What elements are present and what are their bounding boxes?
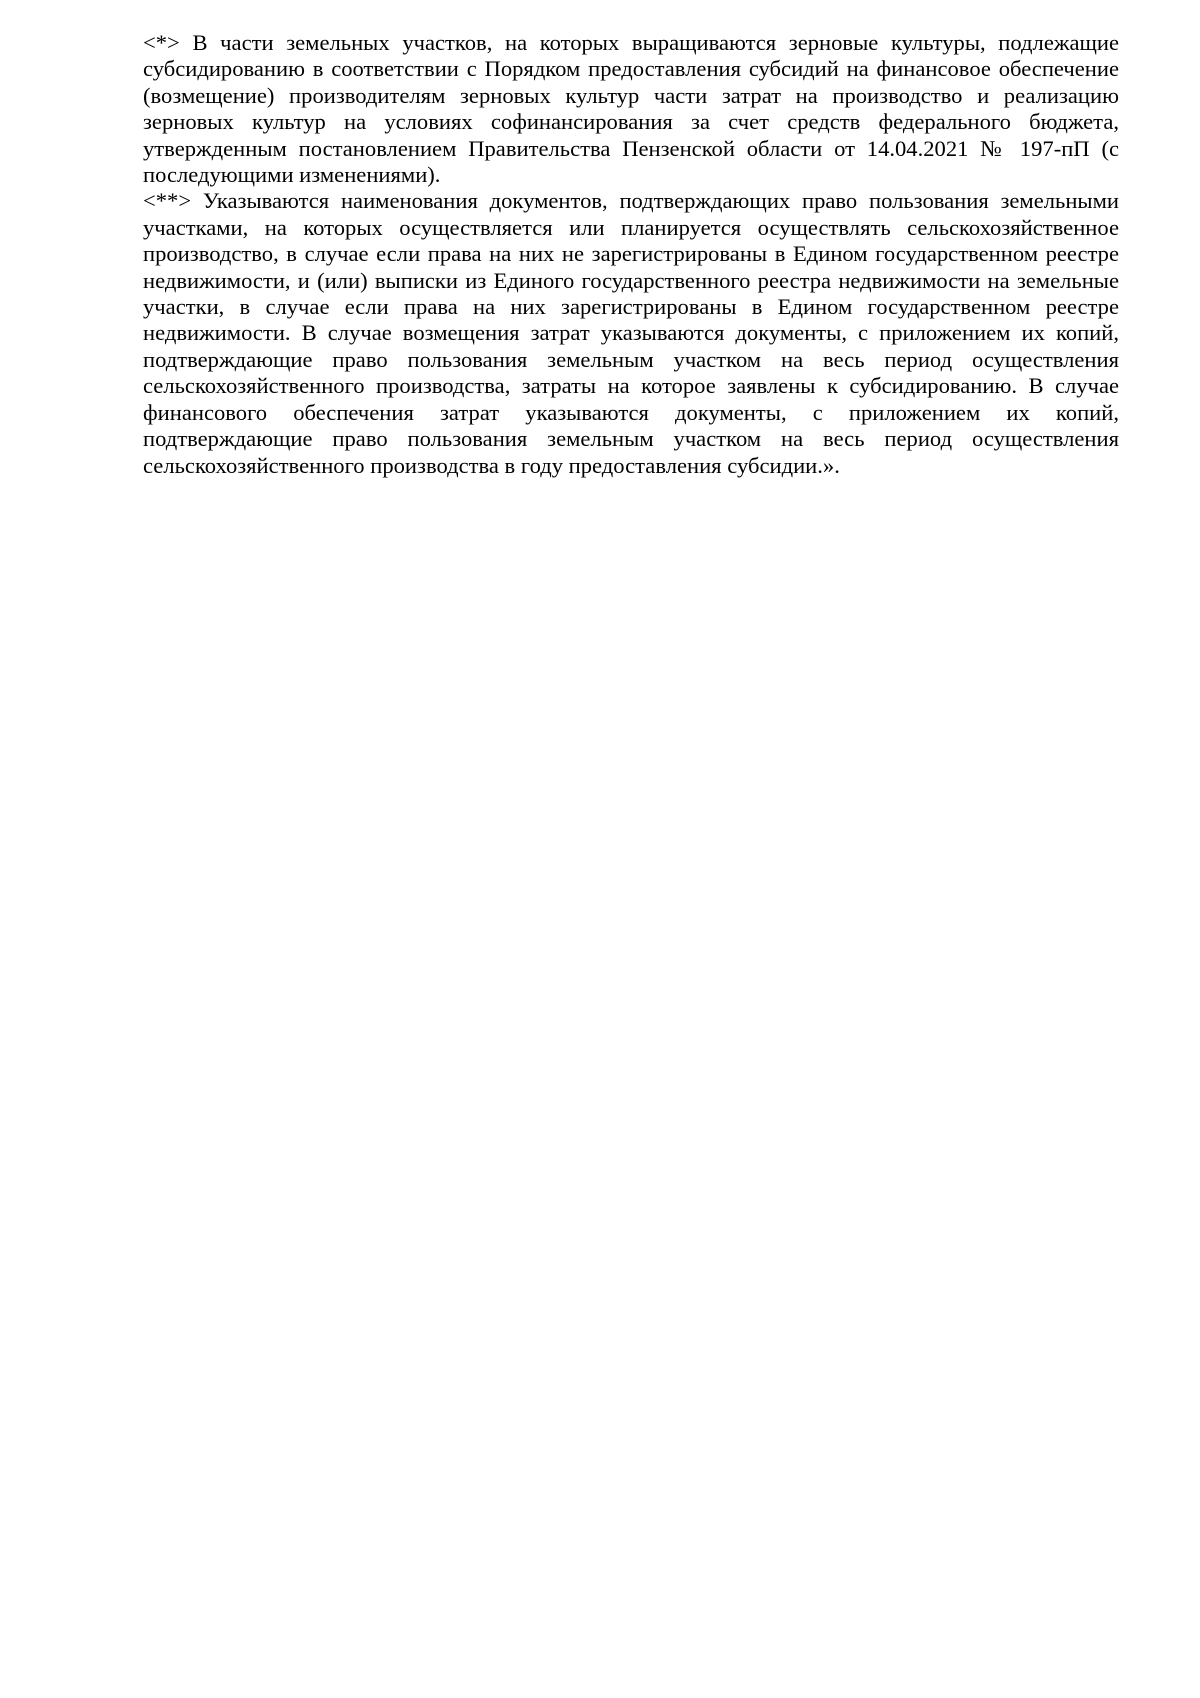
footnote-1 <box>143 30 1119 188</box>
footnote-2 <box>143 188 1119 478</box>
footnote-2-marker: <**> <box>143 188 192 214</box>
footnote-1-text: В части земельных участков, на которых выращиваются зерновые культуры, подлежащие субсидированию в соответствии с Порядком предоставления субсидий на финансовое обеспечение (возмещение) производителям зерновых культур части затрат на производство и реализацию зерновых культур на условиях софинансирования за счет средств федерального бюджета, утвержденным постановлением Правительства Пензенской области от 14.04.2021 № 197-пП (с последующими изменениями). <box>143 30 1120 188</box>
footnote-1-marker: <*> <box>143 30 180 55</box>
document-body <box>143 30 1119 479</box>
footnote-2-text: Указываются наименования документов, подтверждающих право пользования земельными участками, на которых осуществляется или планируется осуществлять сельскохозяйственное производство, в случае если права на них не зарегистрированы в Едином государственном реестре недвижимости, и (или) выписки из Единого государственного реестра недвижимости на земельные участки, в случае если права на них зарегистрированы в Едином государственном реестре недвижимости. В случае возмещения затрат указываются документы, с приложением их копий, подтверждающие право пользования земельным участком на весь период осуществления сельскохозяйственного производства, затраты на которое заявлены к субсидированию. В случае финансового обеспечения затрат указываются документы, с приложением их копий, подтверждающие право пользования земельным участком на весь период осуществления сельскохозяйственного производства в году предоставления субсидии.». <box>143 188 1119 478</box>
